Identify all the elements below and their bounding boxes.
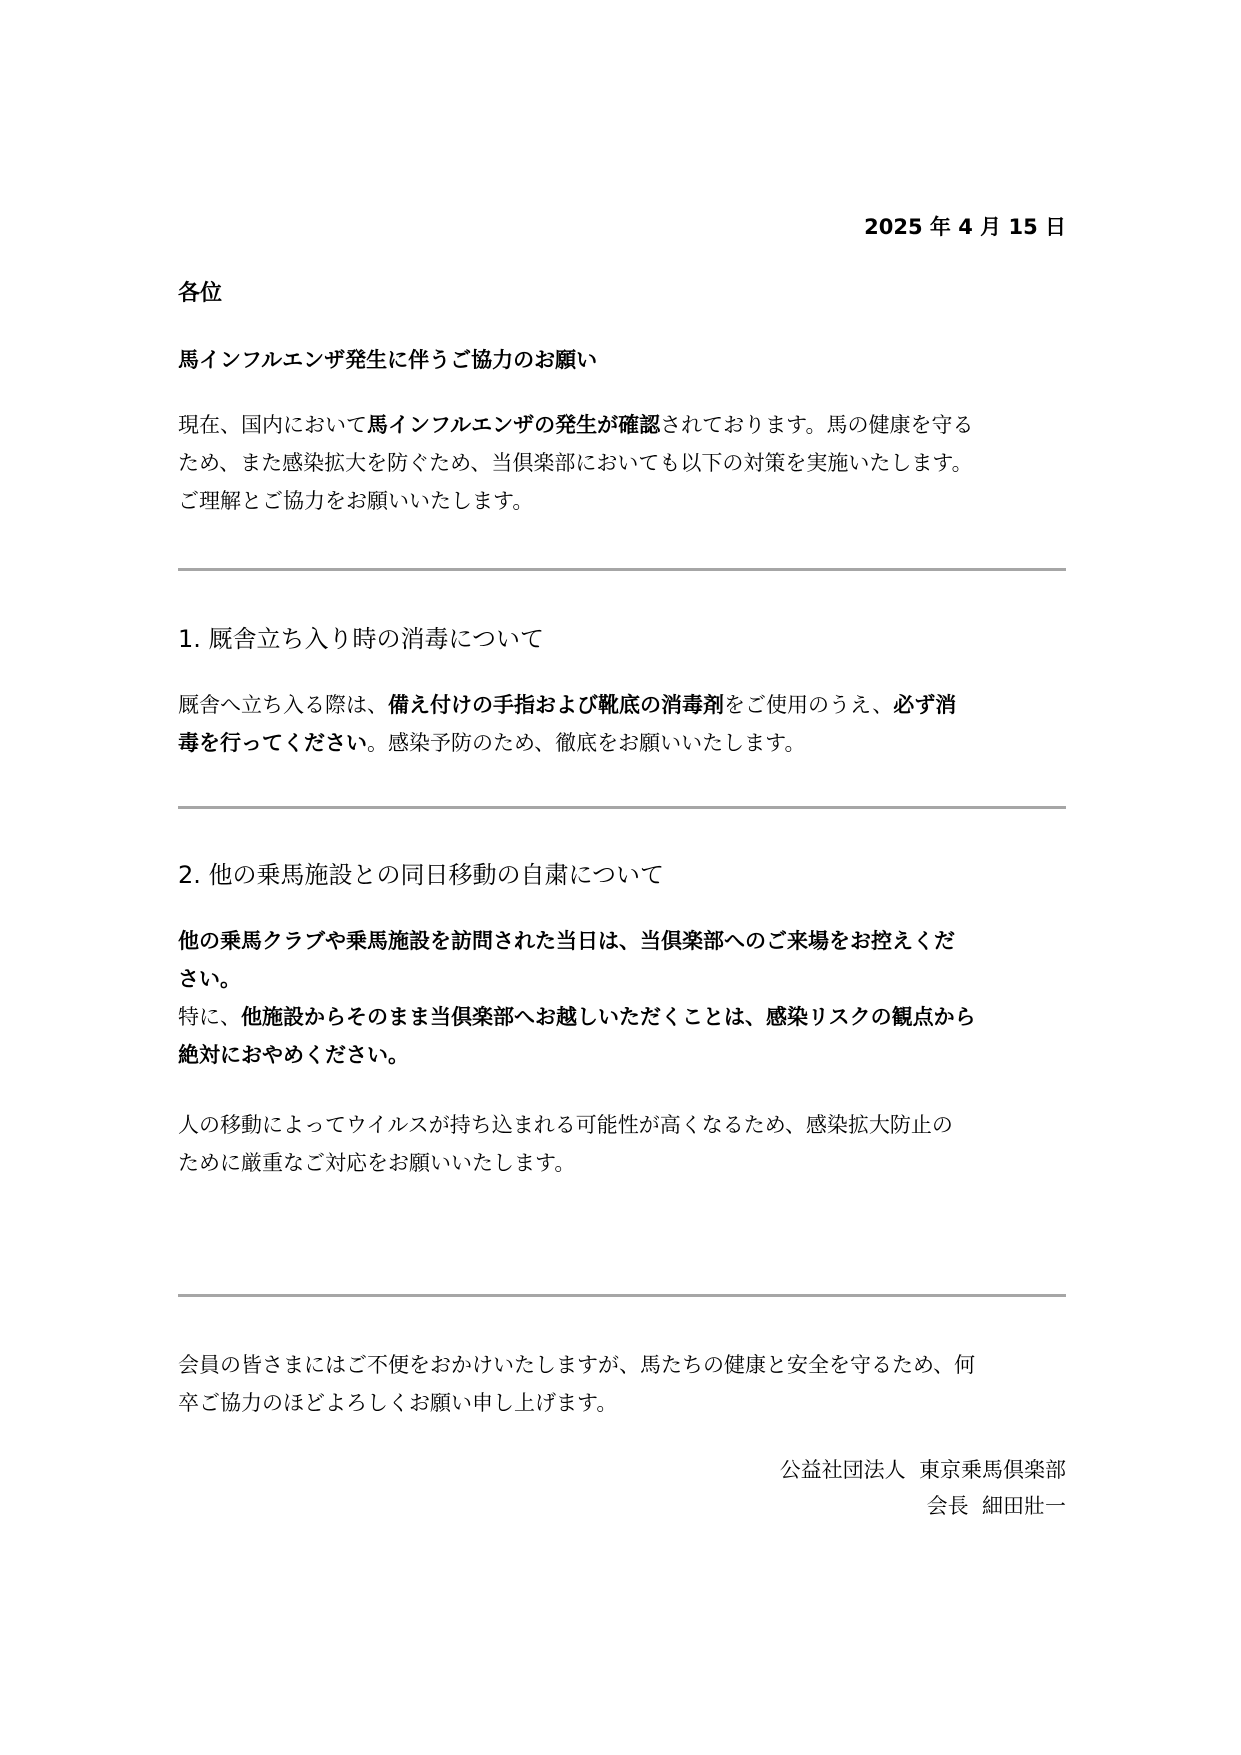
section2-line	[178, 922, 1066, 960]
section1-line	[178, 686, 1066, 724]
section1-paragraph	[178, 686, 1066, 762]
section2-paragraph-2	[178, 1106, 1066, 1182]
closing-line: 会員の皆さまにはご不便をおかけいたしますが、馬たちの健康と安全を守るため、何	[178, 1353, 976, 1377]
intro-line	[178, 406, 1066, 444]
intro-paragraph	[178, 406, 1066, 520]
section1-line	[178, 724, 1066, 762]
intro-line: ご理解とご協力をお願いいたします。	[178, 489, 534, 513]
section2-heading: 2. 他の乗馬施設との同日移動の自粛について	[178, 861, 665, 889]
section1-text: 。感染予防のため、徹底をお願いいたします。	[367, 731, 806, 755]
section2-line: 人の移動によってウイルスが持ち込まれる可能性が高くなるため、感染拡大防止の	[178, 1113, 953, 1137]
closing-line: 卒ご協力のほどよろしくお願い申し上げます。	[178, 1391, 618, 1415]
section-divider	[178, 568, 1066, 571]
section-divider	[178, 1294, 1066, 1297]
section-divider	[178, 806, 1066, 809]
section2-text: 特に、	[178, 1005, 241, 1029]
section2-emphasis: 他の乗馬クラブや乗馬施設を訪問された当日は、当倶楽部へのご来場をお控えくだ	[178, 929, 955, 953]
section2-line	[178, 998, 1066, 1036]
section2-line: ために厳重なご対応をお願いいたします。	[178, 1151, 576, 1175]
section1-text: をご使用のうえ、	[724, 693, 894, 717]
addressee: 各位	[178, 281, 223, 306]
section2-line	[178, 1036, 1066, 1074]
section1-text: 厩舎へ立ち入る際は、	[178, 693, 388, 717]
intro-text: 現在、国内において	[178, 413, 367, 437]
intro-text: されております。馬の健康を守る	[660, 413, 974, 437]
intro-line: ため、また感染拡大を防ぐため、当倶楽部においても以下の対策を実施いたします。	[178, 451, 973, 475]
signature-block	[780, 1452, 1066, 1524]
section1-heading: 1. 厩舎立ち入り時の消毒について	[178, 625, 545, 653]
document-subject: 馬インフルエンザ発生に伴うご協力のお願い	[178, 348, 598, 372]
section2-emphasis: 絶対におやめください。	[178, 1043, 409, 1067]
document-page	[178, 0, 1066, 1755]
signature-title-name: 会長 細田壯一	[926, 1494, 1066, 1518]
section1-emphasis: 毒を行ってください	[178, 731, 367, 755]
signature-organization: 公益社団法人 東京乗馬倶楽部	[779, 1458, 1066, 1482]
closing-paragraph	[178, 1346, 1066, 1422]
section1-emphasis: 必ず消	[893, 693, 957, 717]
section1-emphasis: 備え付けの手指および靴底の消毒剤	[388, 693, 724, 717]
section2-emphasis: 他施設からそのまま当倶楽部へお越しいただくことは、感染リスクの観点から	[241, 1005, 976, 1029]
section2-paragraph-1	[178, 922, 1066, 1074]
section2-line	[178, 960, 1066, 998]
intro-emphasis: 馬インフルエンザの発生が確認	[367, 413, 661, 437]
section2-emphasis: さい。	[178, 967, 241, 991]
document-date: 2025 年 4 月 15 日	[864, 215, 1066, 239]
